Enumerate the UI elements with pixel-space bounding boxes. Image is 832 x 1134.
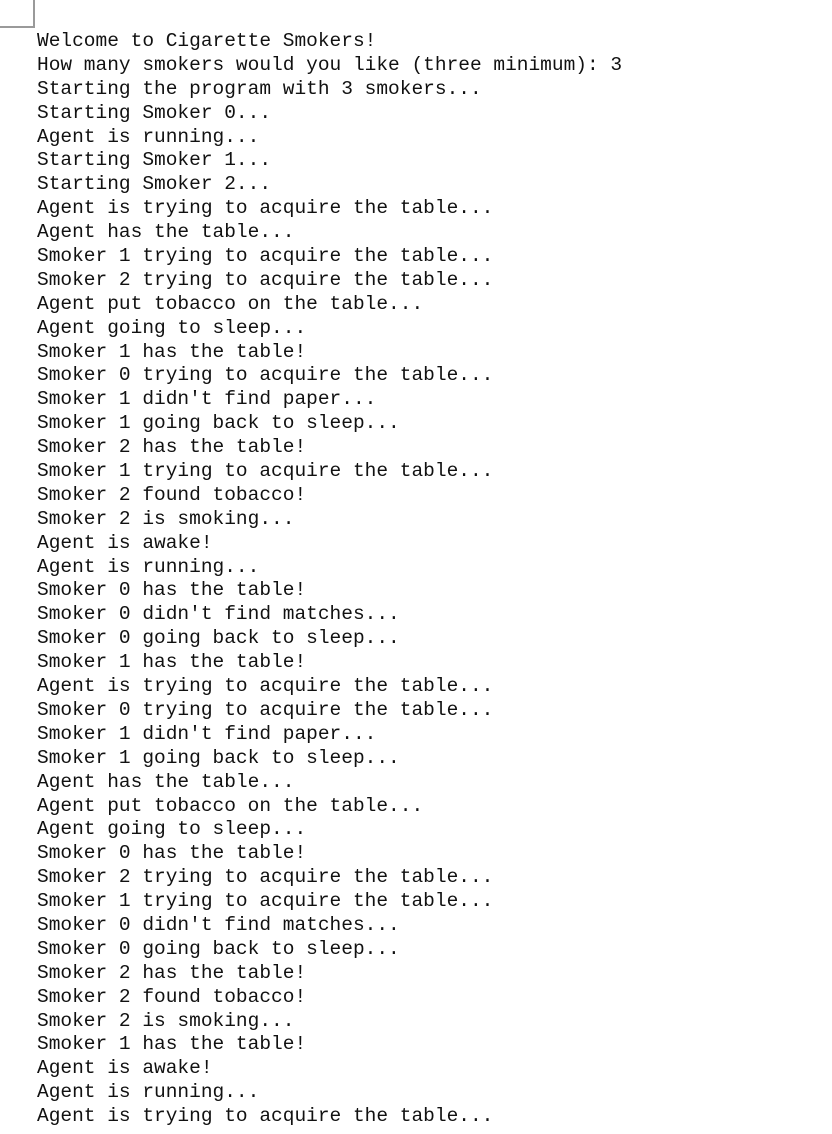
console-line: Agent has the table...	[37, 770, 295, 793]
console-line: Smoker 0 going back to sleep...	[37, 627, 400, 650]
window-corner-border	[0, 0, 35, 28]
console-line: Smoker 0 didn't find matches...	[37, 603, 400, 626]
console-line: Smoker 0 trying to acquire the table...	[37, 364, 494, 387]
console-line: Smoker 0 trying to acquire the table...	[37, 698, 494, 721]
console-line: Agent is awake!	[37, 531, 213, 554]
console-line: Smoker 2 trying to acquire the table...	[37, 268, 494, 291]
console-line: Agent is running...	[37, 1081, 260, 1104]
console-line: Agent is trying to acquire the table...	[37, 197, 494, 220]
console-line: Smoker 2 trying to acquire the table...	[37, 866, 494, 889]
console-line: Agent is running...	[37, 125, 260, 148]
console-line: Smoker 2 found tobacco!	[37, 985, 307, 1008]
console-line: Smoker 2 found tobacco!	[37, 483, 307, 506]
console-line: Agent is awake!	[37, 1057, 213, 1080]
console-line: Welcome to Cigarette Smokers!	[37, 30, 377, 52]
console-line: Smoker 1 has the table!	[37, 340, 307, 363]
console-line: Agent put tobacco on the table...	[37, 292, 424, 315]
console-line: Smoker 2 is smoking...	[37, 1009, 295, 1032]
console-line: Smoker 2 has the table!	[37, 961, 307, 984]
console-line: Smoker 1 going back to sleep...	[37, 746, 400, 769]
console-line: Smoker 1 didn't find paper...	[37, 388, 377, 411]
console-line: Agent going to sleep...	[37, 316, 307, 339]
console-line: Agent is trying to acquire the table...	[37, 1105, 494, 1128]
console-line: Smoker 1 has the table!	[37, 651, 307, 674]
console-line: Agent has the table...	[37, 221, 295, 244]
console-line: Starting the program with 3 smokers...	[37, 77, 482, 100]
console-line: Smoker 0 going back to sleep...	[37, 937, 400, 960]
console-line: Agent is running...	[37, 555, 260, 578]
console-line: Smoker 1 going back to sleep...	[37, 412, 400, 435]
console-line: Starting Smoker 1...	[37, 149, 272, 172]
console-line: Smoker 0 has the table!	[37, 842, 307, 865]
console-line: Smoker 1 trying to acquire the table...	[37, 245, 494, 268]
console-line: Agent is trying to acquire the table...	[37, 675, 494, 698]
console-line: Starting Smoker 2...	[37, 173, 272, 196]
console-line: How many smokers would you like (three minimum): 3	[37, 53, 623, 76]
console-line: Smoker 1 trying to acquire the table...	[37, 460, 494, 483]
console-line: Smoker 0 has the table!	[37, 579, 307, 602]
console-line: Starting Smoker 0...	[37, 101, 272, 124]
console-line: Agent going to sleep...	[37, 818, 307, 841]
console-line: Smoker 1 trying to acquire the table...	[37, 890, 494, 913]
console-line: Smoker 0 didn't find matches...	[37, 913, 400, 936]
console-output	[37, 30, 622, 1129]
console-line: Agent put tobacco on the table...	[37, 794, 424, 817]
console-line: Smoker 1 didn't find paper...	[37, 722, 377, 745]
console-line: Smoker 1 has the table!	[37, 1033, 307, 1056]
console-line: Smoker 2 is smoking...	[37, 507, 295, 530]
console-line: Smoker 2 has the table!	[37, 436, 307, 459]
